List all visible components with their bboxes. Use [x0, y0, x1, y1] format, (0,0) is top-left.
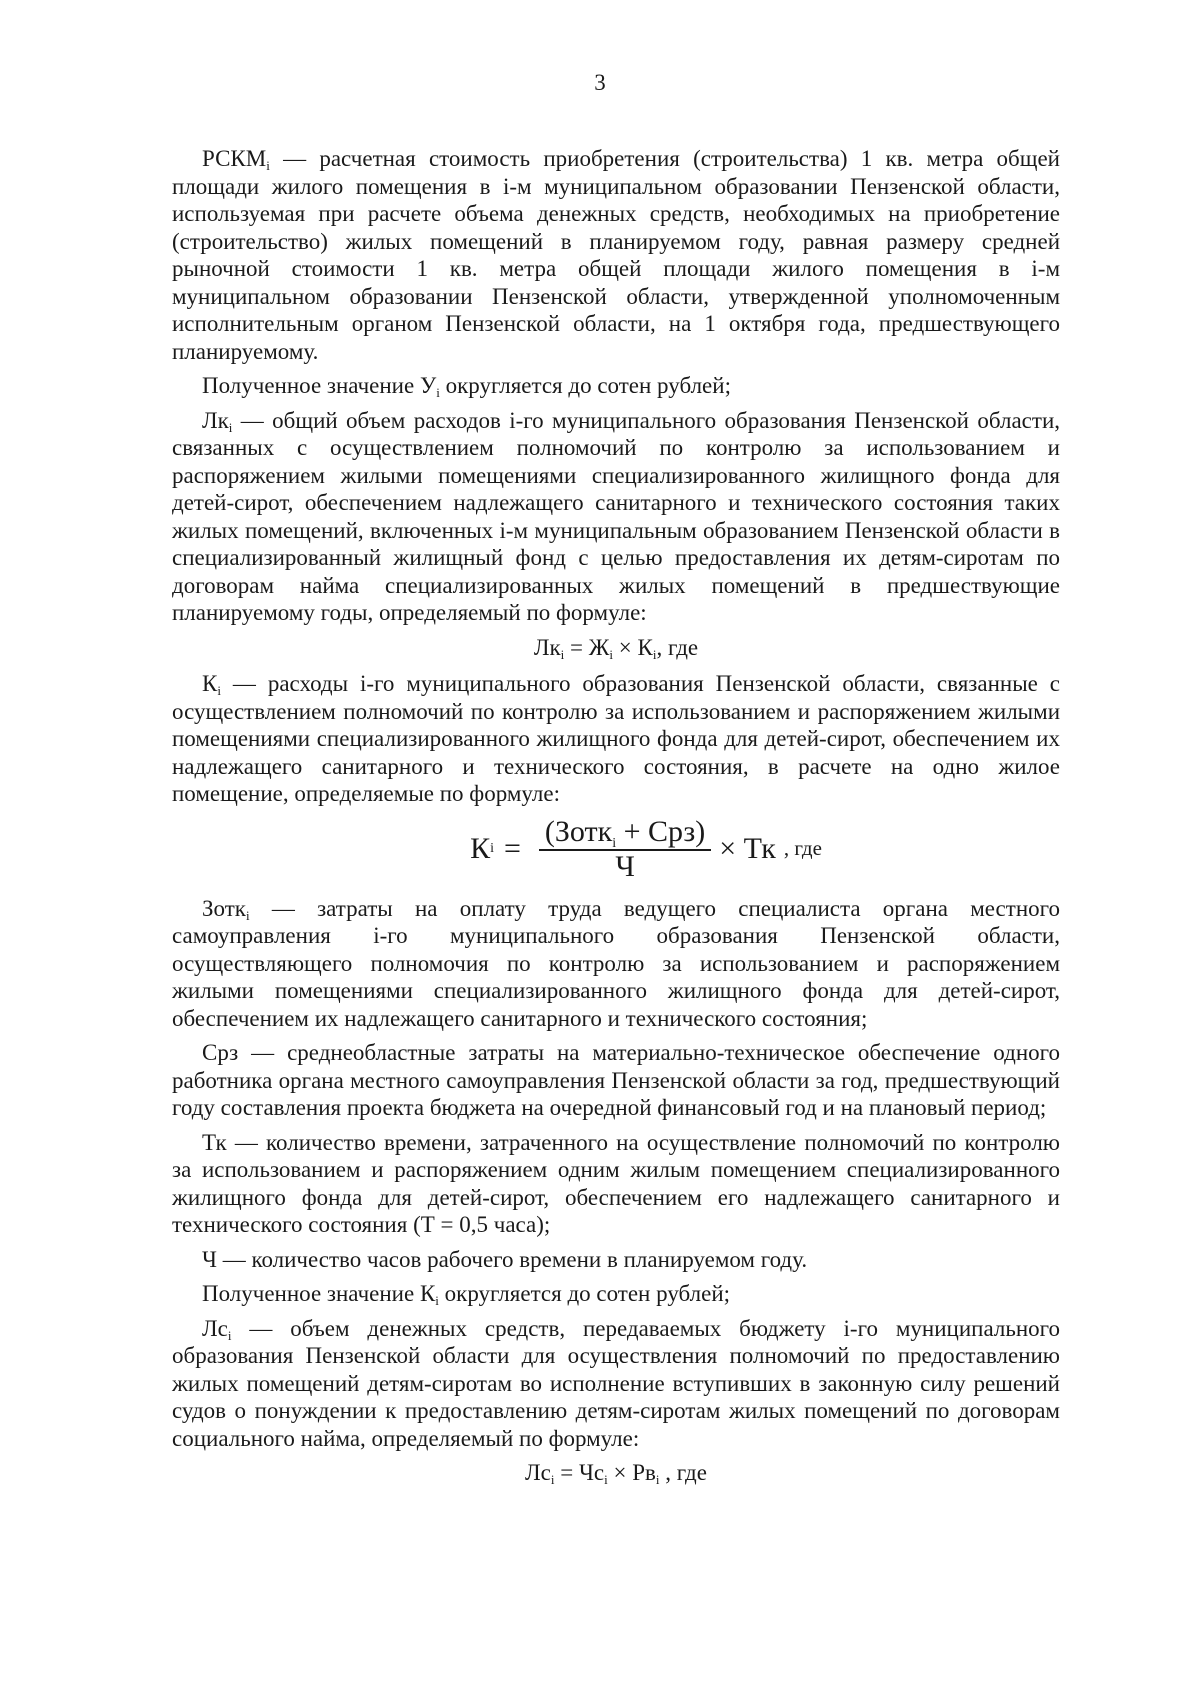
paragraph-ls: $Лс_i$ — объем денежных средств, передаваемых бюджету i-го муниципального образования Пензенской области для осуществления полномочий по предоставлению жилых помещений детям-сиротам во исполнение вступивших в законную силу решений судов о понуждении к предоставлению детям-сиротам жилых помещений по договорам социального найма, определяемый по формуле:: [172, 1315, 1060, 1451]
paragraph-zotk: Зотк$_i$ — затраты на оплату труда ведущего специалиста органа местного самоуправления i-го муниципального образования Пензенской области, осуществляющего полномочия по контролю за использованием и распоряжением жилыми помещениями специализированного жилищного фонда для детей-сирот, обеспечением их надлежащего санитарного и технического состояния;: [172, 895, 1060, 1031]
paragraph-k: $К_i$ — расходы i-го муниципального образования Пензенской области, связанные с осуществлением полномочий по контролю за использованием и распоряжением жилыми помещениями специализированного жилищного фонда для детей-сирот, обеспечением их надлежащего санитарного и технического состояния, в расчете на одно жилое помещение, определяемые по формуле:: [172, 671, 1060, 806]
document-body: [172, 145, 1060, 1496]
paragraph-lk: $Лк_i$ — общий объем расходов i-го муниципального образования Пензенской области, связанных с осуществлением полномочий по контролю за использованием и распоряжением жилыми помещениями специализированного жилищного фонда для детей-сирот, обеспечением надлежащего санитарного и технического состояния таких жилых помещений, включенных i-м муниципальным образованием Пензенской области в специализированный жилищный фонд с целью предоставления их детям-сиротам по договорам найма специализированных жилых помещений в предшествующие планируемому годы, определяемый по формуле:: [172, 407, 1060, 625]
formula-k-fraction: [539, 814, 711, 883]
formula-lk: $Лк_i = Ж_i \times К_i$, где: [533, 634, 699, 662]
paragraph-ch: Ч — количество часов рабочего времени в планируемом году.: [202, 1246, 808, 1272]
paragraph-rounding-u: Полученное значение $У_i$ округляется до сотен рублей;: [202, 373, 731, 400]
paragraph-tk: Тк — количество времени, затраченного на осуществление полномочий по контролю за использованием и распоряжением одним жилым помещением специализированного жилищного фонда для детей-сирот, обеспечением его надлежащего санитарного и технического состояния (Т = 0,5 часа);: [172, 1129, 1060, 1237]
paragraph-srz: Срз — среднеобластные затраты на материально-техническое обеспечение одного работника органа местного самоуправления Пензенской области за год, предшествующий году составления проекта бюджета на очередной финансовый год и на плановый период;: [172, 1040, 1060, 1120]
paragraph-rskm: $РСКМ_i$ — расчетная стоимость приобретения (строительства) 1 кв. метра общей площади жилого помещения в i-м муниципальном образовании Пензенской области, используемая при расчете объема денежных средств, необходимых на приобретение (строительство) жилых помещений в планируемом году, равная размеру средней рыночной стоимости 1 кв. метра общей площади жилого помещения в i-м муниципальном образовании Пензенской области, утвержденной уполномоченным исполнительным органом Пензенской области, на 1 октября года, предшествующего планируемому.: [172, 146, 1060, 364]
page-number: 3: [594, 70, 606, 95]
paragraph-rounding-k: Полученное значение $К_i$ округляется до сотен рублей;: [202, 1281, 731, 1308]
formula-k-denominator: Ч: [615, 850, 635, 883]
formula-ls: $Лс_i = Чс_i \times Рв_i$ , где: [525, 1460, 707, 1487]
formula-k: К i = $\frac{(Зотк_i + Срз)}{Ч}$ × Тк , где: [470, 814, 822, 883]
formula-k-numerator: (Зотк$_i$ + Срз): [539, 818, 711, 852]
